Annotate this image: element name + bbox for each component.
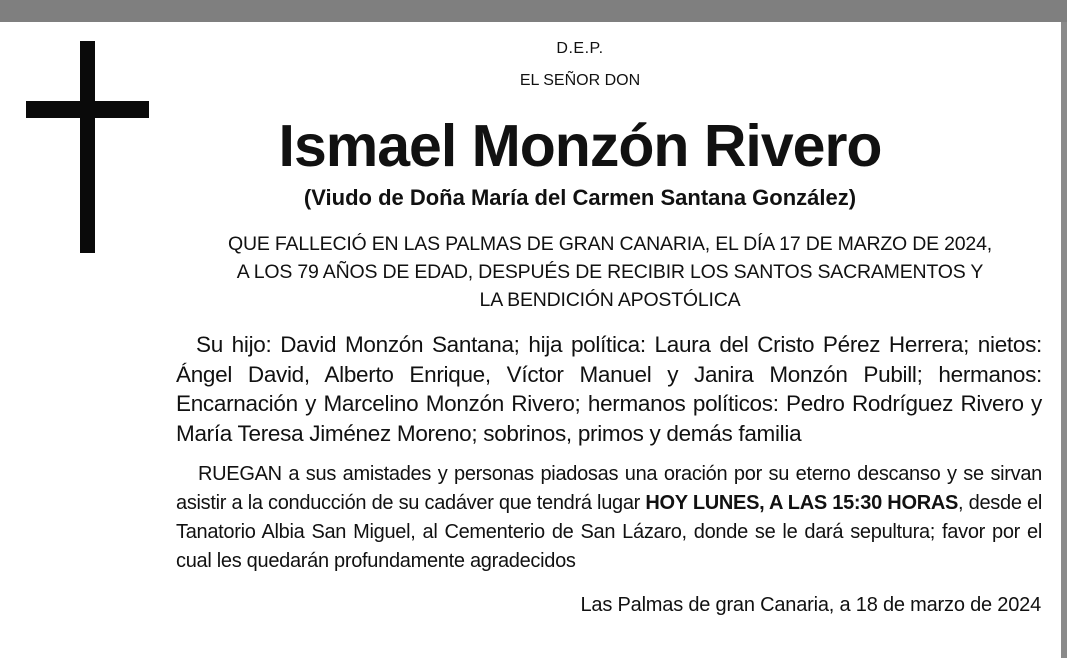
obituary-notice <box>0 22 1067 658</box>
funeral-time: HOY LUNES, A LAS 15:30 HORAS <box>645 492 959 514</box>
top-border <box>0 0 1067 22</box>
death-line: LA BENDICIÓN APOSTÓLICA <box>479 289 741 311</box>
title-line: EL SEÑOR DON <box>519 72 641 89</box>
family-text: Su hijo: David Monzón Santana; hija política: Laura del Cristo Pérez Herrera; nietos: Ángel David, Alberto Enrique, Víctor Manuel y Janira Monzón Pubill; hermanos: Encarnación y Marcelino Monzón Rivero; hermanos políticos: Pedro Rodríguez Rivero y María Teresa Jiménez Moreno; sobrinos, primos y demás familia <box>176 332 1042 446</box>
cross-horizontal-bar <box>26 101 149 118</box>
family-paragraph <box>176 330 1042 448</box>
deceased-name: Ismael Monzón Rivero <box>278 113 882 179</box>
widow-of: (Viudo de Doña María del Carmen Santana González) <box>303 185 857 210</box>
ruegan-text: RUEGAN a sus amistades y personas piadosas una oración por su eterno descanso y se sirvan asistir a la conducción de su cadáver que tendrá lugar <box>176 463 1042 514</box>
death-announcement <box>170 230 1050 314</box>
death-line: QUE FALLECIÓ EN LAS PALMAS DE GRAN CANARIA, EL DÍA 17 DE MARZO DE 2024, <box>228 233 992 255</box>
dep-label: D.E.P. <box>556 40 604 57</box>
death-line: A LOS 79 AÑOS DE EDAD, DESPUÉS DE RECIBIR LOS SANTOS SACRAMENTOS Y <box>236 261 984 283</box>
right-border <box>1061 22 1067 658</box>
cross-vertical-bar <box>80 41 95 253</box>
ruegan-text-end: , desde el Tanatorio Albia San Miguel, al Cementerio de San Lázaro, donde se le dará sepultura; favor por el cual les quedarán profundamente agradecidos <box>176 492 1042 572</box>
ruegan-paragraph <box>176 460 1042 576</box>
place-date: Las Palmas de gran Canaria, a 18 de marzo de 2024 <box>580 594 1041 616</box>
